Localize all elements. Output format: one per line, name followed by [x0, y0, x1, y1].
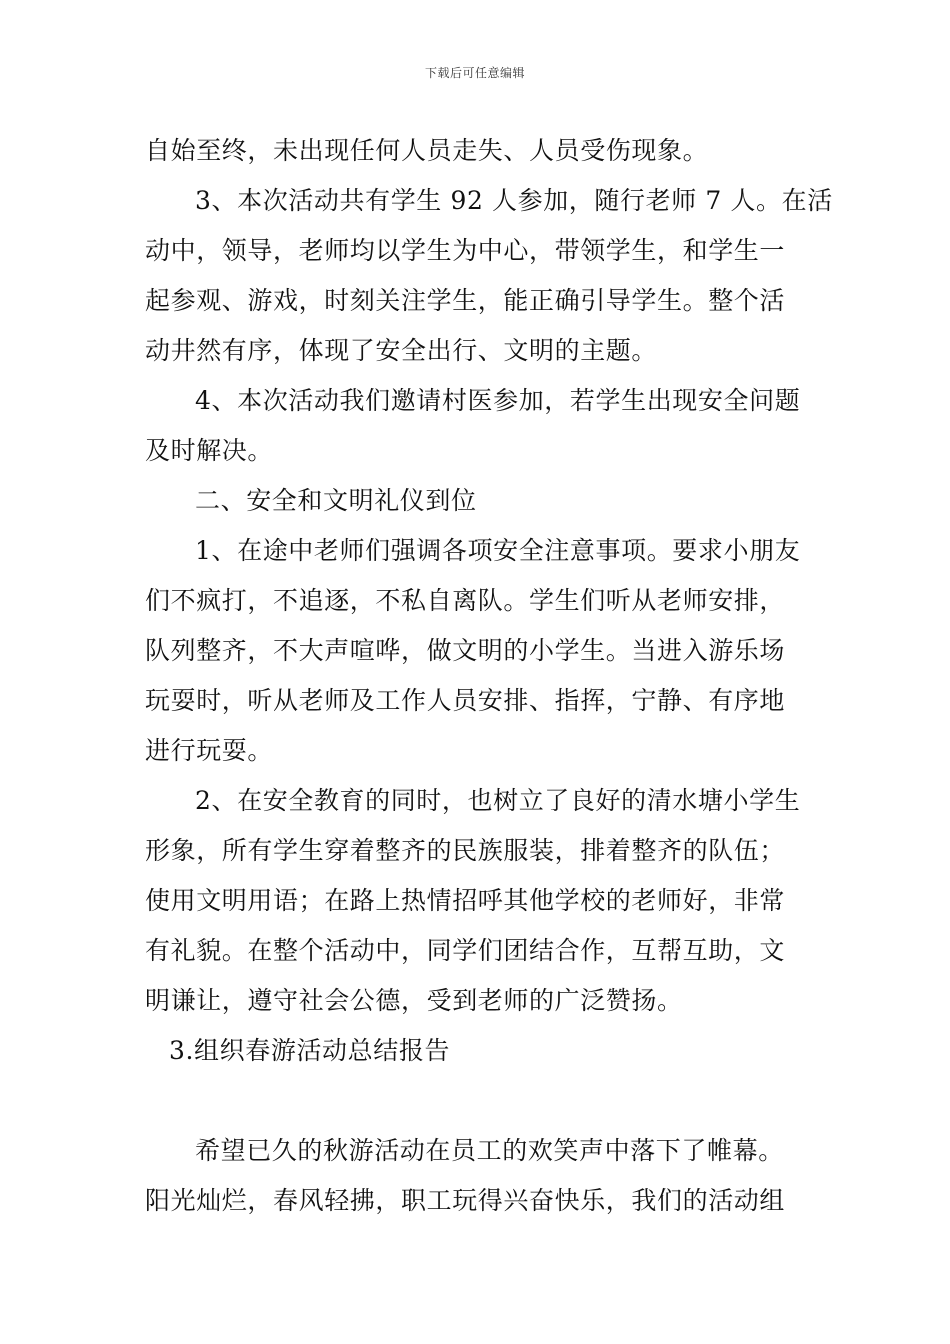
- text-line: 进行玩耍。: [145, 736, 274, 765]
- document-body: [145, 126, 833, 1226]
- text-line: 动中，领导，老师均以学生为中心，带领学生，和学生一: [145, 236, 786, 265]
- text-line: 们不疯打，不追逐，不私自离队。学生们听从老师安排，: [145, 586, 786, 615]
- text-line: 明谦让，遵守社会公德，受到老师的广泛赞扬。: [145, 986, 683, 1015]
- text-line: 形象，所有学生穿着整齐的民族服装，排着整齐的队伍；: [145, 836, 786, 865]
- text-line: 玩耍时，听从老师及工作人员安排、指挥，宁静、有序地: [145, 686, 786, 715]
- section-heading: 二、安全和文明礼仪到位: [195, 486, 477, 515]
- section-title: 3.组织春游活动总结报告: [169, 1036, 451, 1065]
- text-line: 希望已久的秋游活动在员工的欢笑声中落下了帷幕。: [195, 1136, 784, 1165]
- text-line: 2、在安全教育的同时，也树立了良好的清水塘小学生: [195, 786, 801, 815]
- text-line: 及时解决。: [145, 436, 274, 465]
- text-line: 有礼貌。在整个活动中，同学们团结合作，互帮互助，文: [145, 936, 786, 965]
- text-line: 自始至终，未出现任何人员走失、人员受伤现象。: [145, 136, 709, 165]
- text-line: 使用文明用语；在路上热情招呼其他学校的老师好，非常: [145, 886, 786, 915]
- text-line: 阳光灿烂，春风轻拂，职工玩得兴奋快乐，我们的活动组: [145, 1186, 786, 1215]
- text-line: 1、在途中老师们强调各项安全注意事项。要求小朋友: [195, 536, 801, 565]
- text-line: 起参观、游戏，时刻关注学生，能正确引导学生。整个活: [145, 286, 786, 315]
- text-line: 动井然有序，体现了安全出行、文明的主题。: [145, 336, 658, 365]
- text-line: 队列整齐，不大声喧哗，做文明的小学生。当进入游乐场: [145, 636, 786, 665]
- blank-gap: [145, 1076, 810, 1126]
- page-header: 下载后可任意编辑: [424, 66, 525, 80]
- text-line: 4、本次活动我们邀请村医参加，若学生出现安全问题: [195, 386, 801, 415]
- text-line: 3、本次活动共有学生 92 人参加，随行老师 7 人。在活: [195, 186, 833, 215]
